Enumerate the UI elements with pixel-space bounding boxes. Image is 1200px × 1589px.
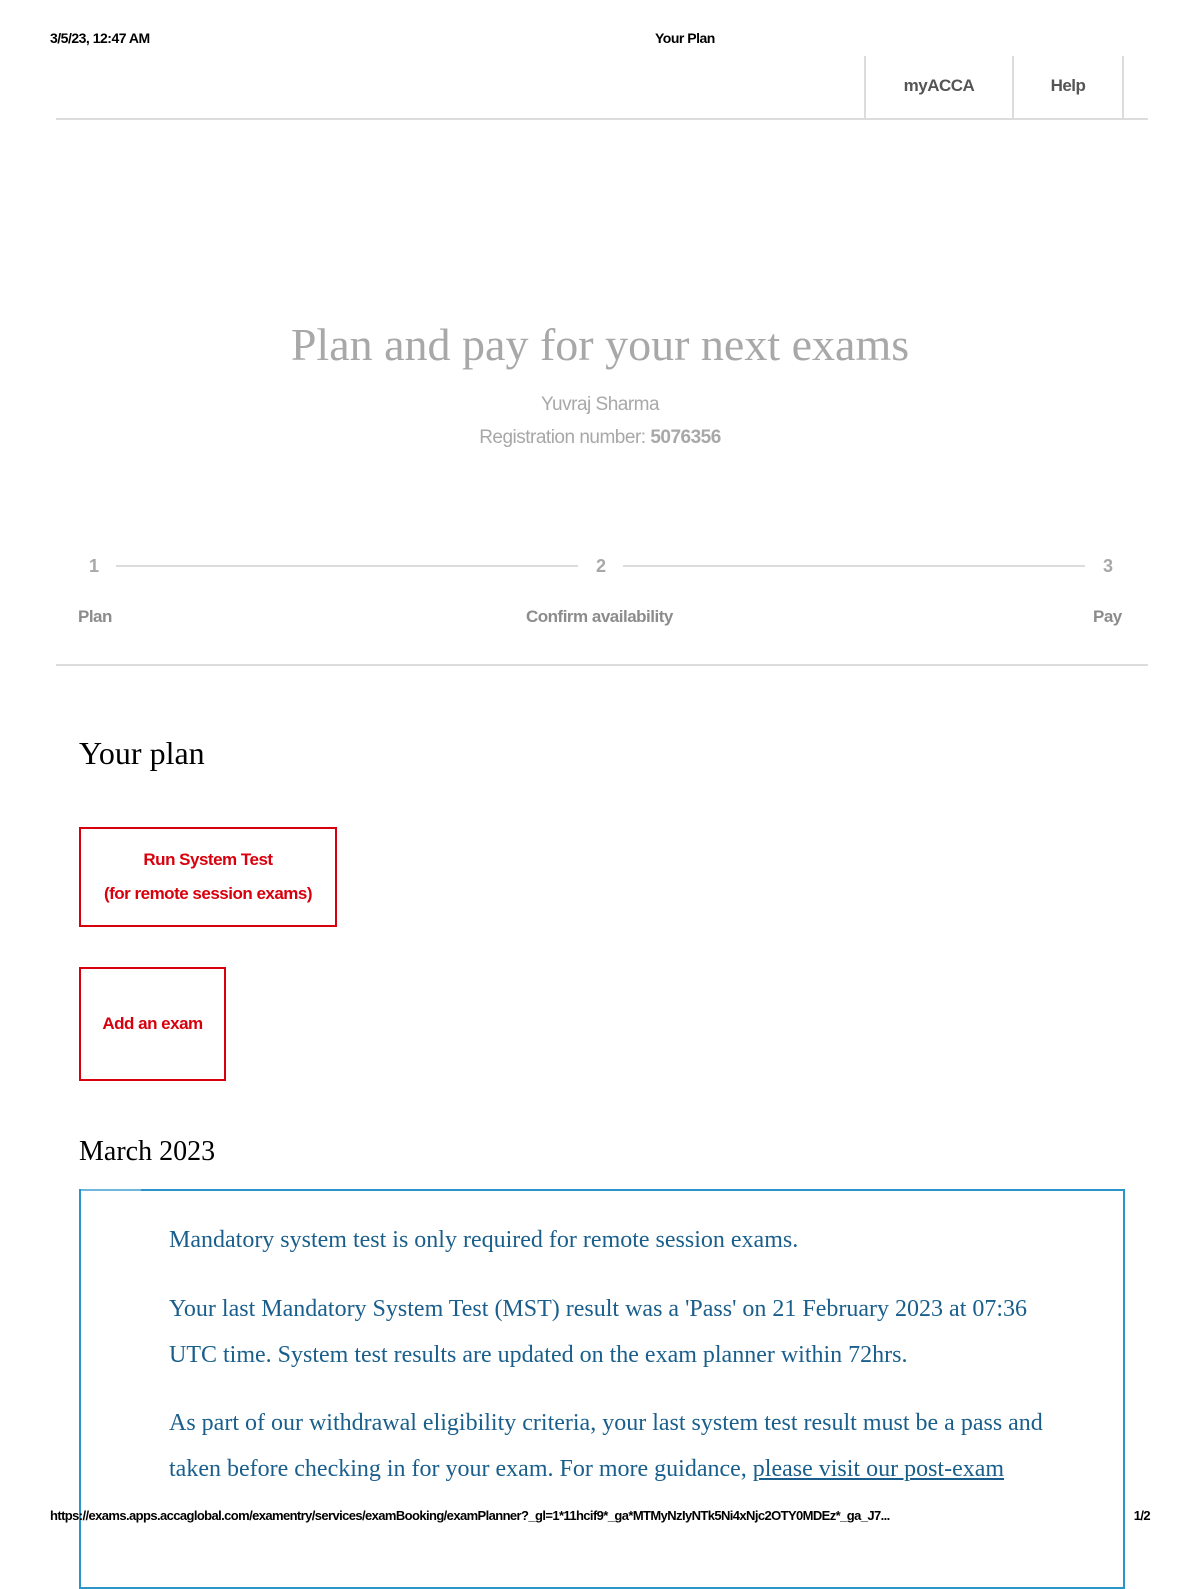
step-label-confirm-availability: Confirm availability <box>526 607 673 626</box>
top-navigation <box>56 56 1148 120</box>
notice-paragraph <box>169 1446 1004 1492</box>
notice-paragraph: As part of our withdrawal eligibility criteria, your last system test result must be a pass and <box>169 1410 1043 1436</box>
notice-paragraph: Your last Mandatory System Test (MST) result was a 'Pass' on 21 February 2023 at 07:36 <box>169 1296 1028 1322</box>
print-page-title: Your Plan <box>655 30 715 46</box>
step-label-plan: Plan <box>78 607 112 626</box>
print-header <box>50 30 1150 48</box>
add-exam-button[interactable] <box>79 967 226 1081</box>
step-number: 1 <box>89 556 100 576</box>
month-heading: March 2023 <box>79 1136 216 1167</box>
step-connector <box>116 565 578 567</box>
print-url: https://exams.apps.accaglobal.com/examentry/services/examBooking/examPlanner?_gl=1*11hcif9*_ga*MTMyNzIyNTk5Ni4xNjc2OTY0MDEz*_ga_J7... <box>50 1508 890 1523</box>
notice-top-accent <box>81 1189 141 1191</box>
notice-text: taken before checking in for your exam. For more guidance, <box>169 1456 753 1482</box>
step-number: 2 <box>596 556 607 576</box>
registration-label: Registration number: <box>479 427 651 448</box>
step-label-pay: Pay <box>1093 607 1122 626</box>
system-test-notice <box>79 1189 1125 1589</box>
nav-link-myacca[interactable]: myACCA <box>903 76 975 95</box>
notice-paragraph: UTC time. System test results are updated on the exam planner within 72hrs. <box>169 1342 908 1368</box>
registration-value: 5076356 <box>650 427 721 448</box>
step-connector <box>623 565 1085 567</box>
nav-divider <box>1122 56 1124 118</box>
run-system-test-label: Run System Test <box>143 850 273 869</box>
registration-number <box>0 427 1200 449</box>
print-page-number: 1/2 <box>1133 1508 1150 1523</box>
step-number: 3 <box>1103 556 1114 576</box>
print-footer <box>50 1508 1150 1528</box>
add-exam-label: Add an exam <box>102 1014 203 1033</box>
progress-stepper <box>56 548 1148 666</box>
student-name: Yuvraj Sharma <box>540 394 660 415</box>
post-exam-guidance-link[interactable]: please visit our post-exam <box>752 1456 1005 1482</box>
run-system-test-button[interactable] <box>79 827 337 927</box>
your-plan-heading: Your plan <box>79 735 205 771</box>
page-title: Plan and pay for your next exams <box>290 319 910 370</box>
print-datetime: 3/5/23, 12:47 AM <box>50 30 150 46</box>
nav-link-help[interactable]: Help <box>1050 76 1086 95</box>
notice-paragraph: Mandatory system test is only required for remote session exams. <box>169 1227 799 1253</box>
run-system-test-sublabel: (for remote session exams) <box>103 884 313 903</box>
